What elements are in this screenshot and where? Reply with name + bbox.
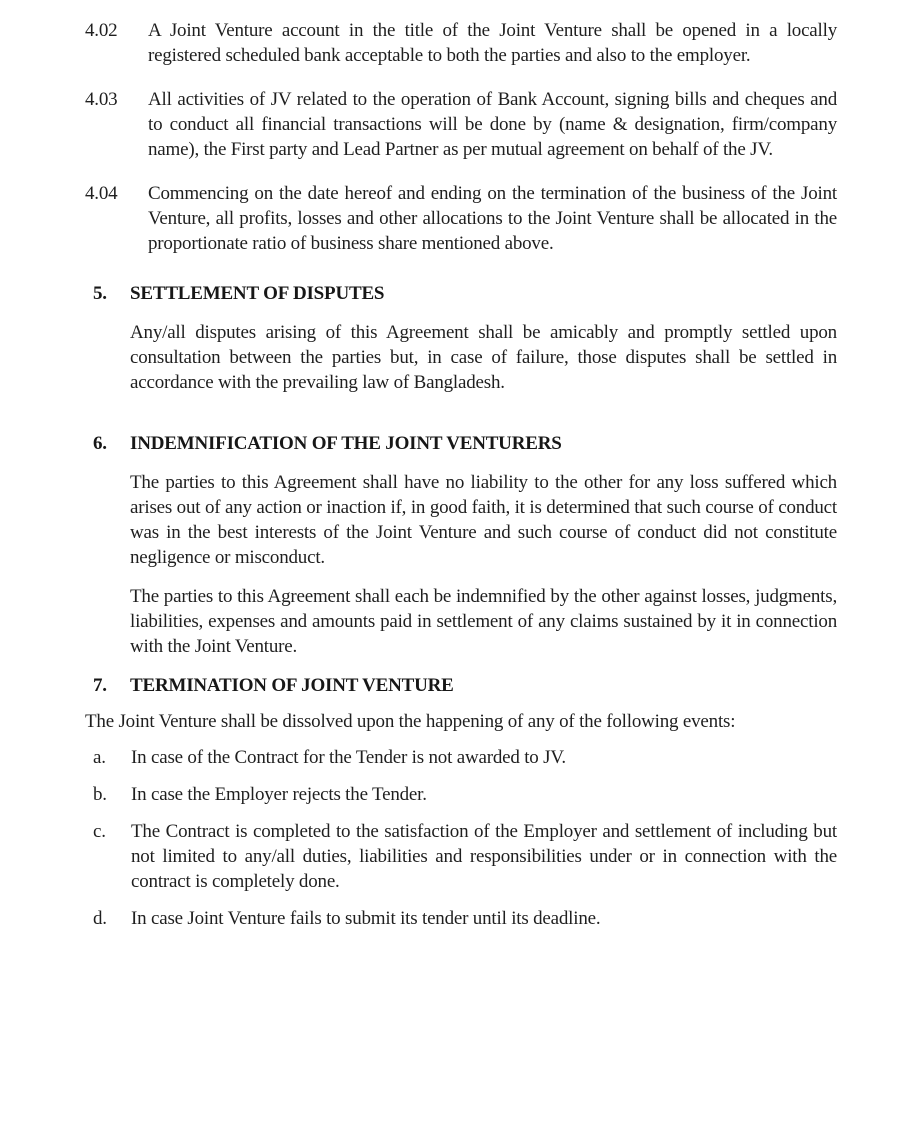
termination-intro: The Joint Venture shall be dissolved upon the happening of any of the following events: <box>85 711 736 732</box>
section-number: 5. <box>93 283 107 304</box>
section-heading-termination <box>93 673 837 698</box>
clause-number: 4.04 <box>85 183 118 204</box>
section-heading-settlement-of-disputes <box>93 281 837 306</box>
item-letter: d. <box>93 908 107 929</box>
section-paragraph: Any/all disputes arising of this Agreement shall be amicably and promptly settled upon consultation between the parties but, in case of failure, those disputes shall be settled in accordance with the prevailing law of Bangladesh. <box>130 322 837 393</box>
section-paragraph: The parties to this Agreement shall have no liability to the other for any loss suffered which arises out of any action or inaction if, in good faith, it is determined that such course of conduct was in the best interests of the Joint Venture and such course of conduct did not constitute negligence or misconduct. <box>130 472 837 568</box>
section-paragraph: The parties to this Agreement shall each be indemnified by the other against losses, judgments, liabilities, expenses and amounts paid in settlement of any claims sustained by it in connection with the Joint Venture. <box>130 586 837 657</box>
clause-4-02 <box>85 18 837 68</box>
clause-number: 4.03 <box>85 89 118 110</box>
item-letter: b. <box>93 784 107 805</box>
list-item-c <box>93 819 837 894</box>
list-item-b <box>93 782 837 807</box>
section-title: SETTLEMENT OF DISPUTES <box>130 283 385 304</box>
item-text: In case of the Contract for the Tender is not awarded to JV. <box>131 747 566 768</box>
item-text: In case Joint Venture fails to submit its tender until its deadline. <box>131 908 601 929</box>
clause-4-03 <box>85 87 837 162</box>
list-item-a <box>93 745 837 770</box>
item-text: In case the Employer rejects the Tender. <box>131 784 427 805</box>
item-letter: a. <box>93 747 106 768</box>
clause-text: Commencing on the date hereof and ending on the termination of the business of the Joint Venture, all profits, losses and other allocations to the Joint Venture shall be allocated in the proportionate ratio of business share mentioned above. <box>148 183 837 254</box>
section-number: 6. <box>93 433 107 454</box>
section-number: 7. <box>93 675 107 696</box>
clause-text: All activities of JV related to the operation of Bank Account, signing bills and cheques and to conduct all financial transactions will be done by (name & designation, firm/company name), the First party and Lead Partner as per mutual agreement on behalf of the JV. <box>148 89 837 160</box>
section-heading-indemnification <box>93 431 837 456</box>
clause-number: 4.02 <box>85 20 118 41</box>
item-letter: c. <box>93 821 106 842</box>
section-title: INDEMNIFICATION OF THE JOINT VENTURERS <box>130 433 562 454</box>
item-text: The Contract is completed to the satisfaction of the Employer and settlement of including but not limited to any/all duties, liabilities and responsibilities under or in connection with the contract is completely done. <box>131 821 837 892</box>
clause-text: A Joint Venture account in the title of the Joint Venture shall be opened in a locally registered scheduled bank acceptable to both the parties and also to the employer. <box>148 20 837 66</box>
clause-4-04 <box>85 181 837 256</box>
list-item-d <box>93 906 837 931</box>
section-title: TERMINATION OF JOINT VENTURE <box>130 675 454 696</box>
